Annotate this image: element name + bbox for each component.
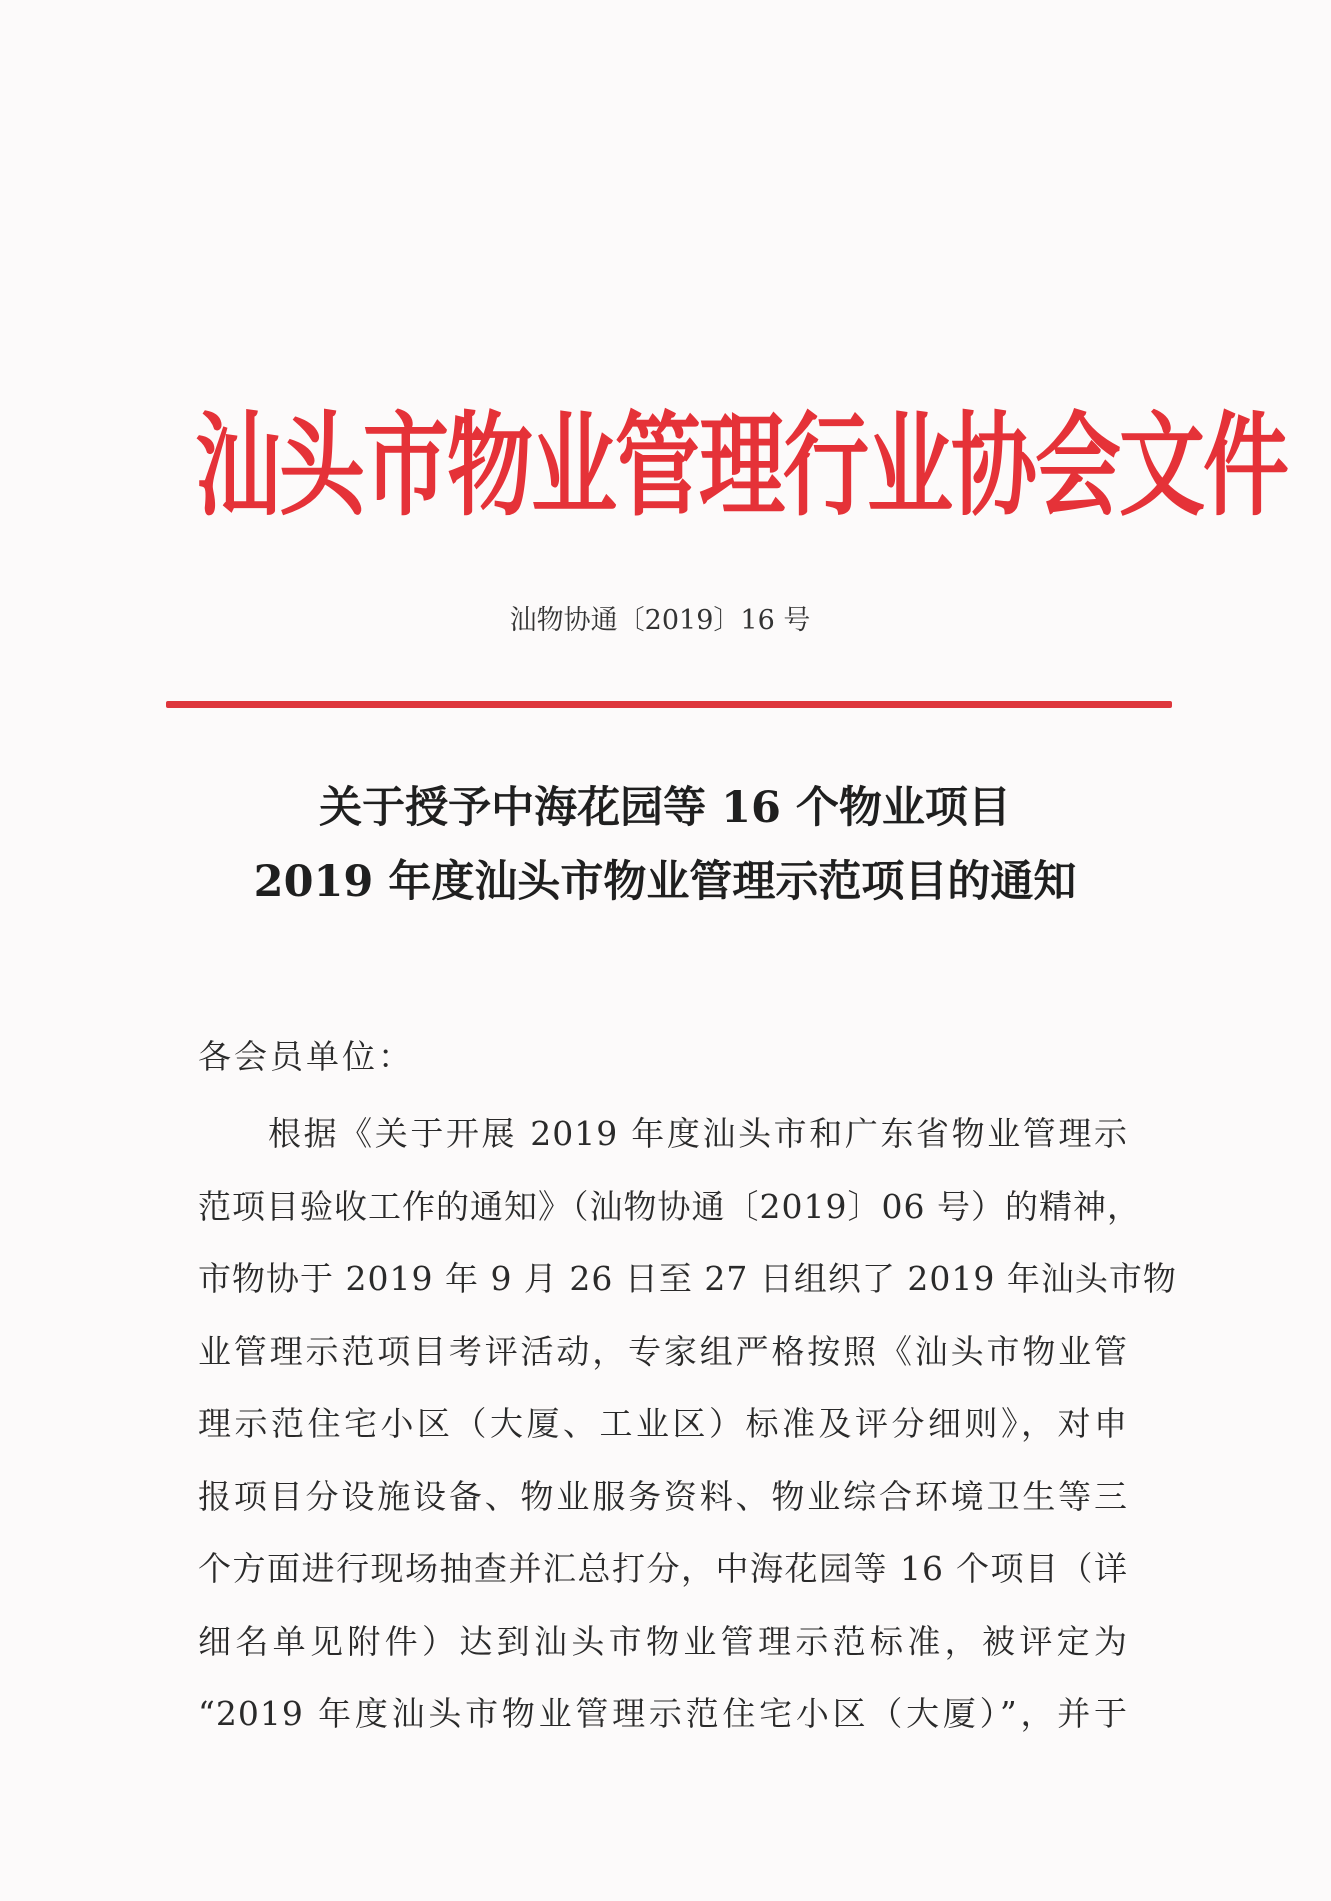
salutation: 各会员单位： — [198, 1037, 414, 1076]
notice-title — [160, 771, 1170, 919]
body-line: 理示范住宅小区（大厦、工业区）标准及评分细则》，对申 — [198, 1404, 1128, 1443]
body-line: 市物协于 2019 年 9 月 26 日至 27 日组织了 2019 年汕头市物 — [198, 1259, 1177, 1298]
body-line: 细名单见附件）达到汕头市物业管理示范标准，被评定为 — [198, 1621, 1128, 1661]
body-line: 个方面进行现场抽查并汇总打分，中海花园等 16 个项目（详 — [198, 1549, 1128, 1588]
org-header-title: 汕头市物业管理行业协会文件 — [195, 401, 1287, 532]
notice-title-line-2: 2019 年度汕头市物业管理示范项目的通知 — [253, 856, 1077, 907]
body-line: “2019 年度汕头市物业管理示范住宅小区（大厦）”，并于 — [198, 1694, 1128, 1733]
document-number: 汕物协通〔2019〕16 号 — [509, 605, 811, 636]
body-line: 报项目分设施设备、物业服务资料、物业综合环境卫生等三 — [198, 1476, 1128, 1516]
red-divider-line — [166, 701, 1172, 708]
notice-title-line-1: 关于授予中海花园等 16 个物业项目 — [319, 782, 1011, 833]
body-line: 根据《关于开展 2019 年度汕头市和广东省物业管理示 — [268, 1114, 1128, 1153]
body-paragraph — [198, 1098, 1177, 1751]
body-line: 业管理示范项目考评活动，专家组严格按照《汕头市物业管 — [198, 1331, 1128, 1371]
body-line: 范项目验收工作的通知》（汕物协通〔2019〕06 号）的精神， — [198, 1186, 1141, 1226]
